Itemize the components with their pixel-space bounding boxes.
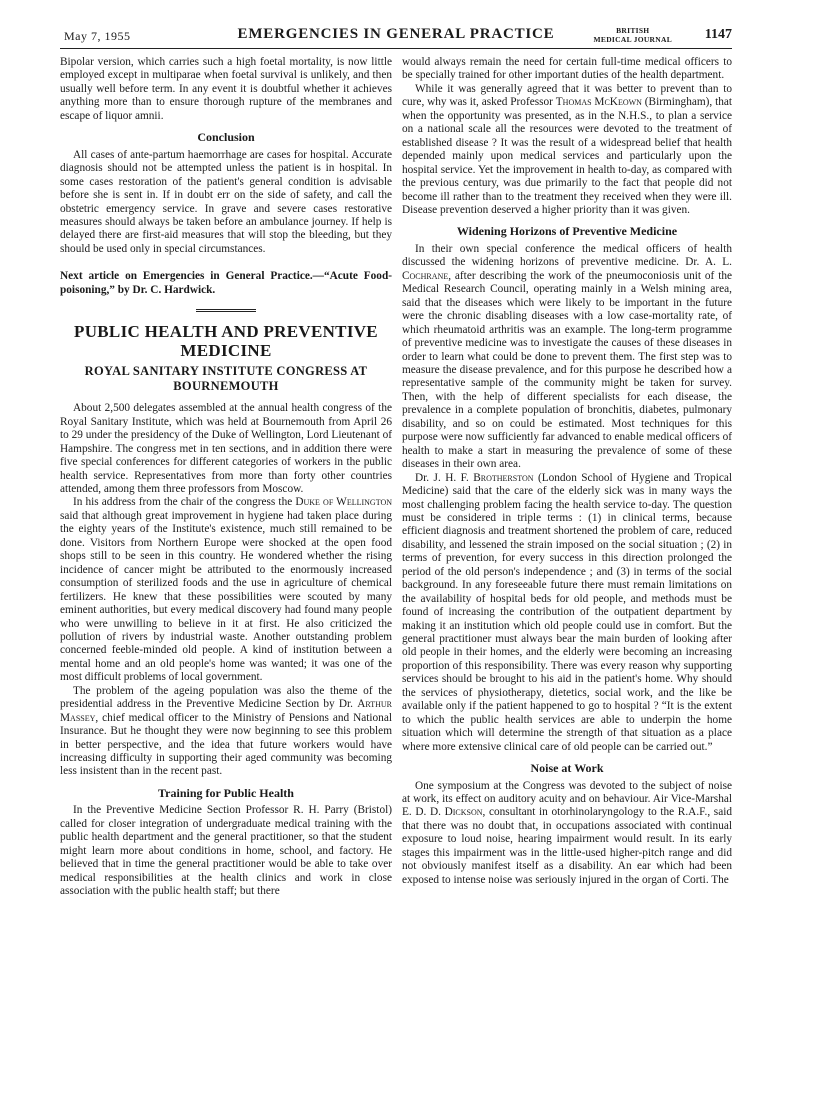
speaker-name: Arthur Massey — [60, 698, 392, 724]
header-rule — [60, 48, 732, 49]
speaker-name: Brotherston — [473, 471, 534, 484]
text-run: One symposium at the Congress was devoted to the subject of noise at work, its effect on auditory acuity and on behaviour. Air Vice-Marshal E. D. D. — [402, 779, 732, 819]
text-run: (Birmingham), that when the opportunity was presented, as in the N.H.S., to plan a service on a national scale all the resources were devoted to the treatment of established disease ? It was the result of a widespread belief that health depended mainly upon medical services and particularly upon the hospital service. Yet the improvement in health to-day, as compared with the previous century, was due primarily to the fact that people did not become ill rather than to the treatment they received when they were ill. Disease prevention deserved a higher priority than it was given. — [402, 96, 733, 216]
widening-paragraph-1 — [402, 243, 732, 472]
text-run: While it was generally agreed that it was better to prevent than to cure, why was it, asked Professor — [402, 82, 732, 109]
left-column — [60, 56, 392, 899]
congress-paragraph-2 — [60, 496, 392, 684]
section-title: PUBLIC HEALTH AND PREVENTIVE MEDICINE — [74, 322, 378, 361]
journal-name-line1: BRITISH — [616, 26, 650, 35]
section-subtitle: ROYAL SANITARY INSTITUTE CONGRESS AT BOURNEMOUTH — [84, 364, 368, 394]
text-run: In his address from the chair of the congress the — [73, 496, 296, 509]
text-run: , after describing the work of the pneumoconiosis unit of the Medical Research Council, operating mainly in a Welsh mining area, said that the diseases which were likely to be important in the future were the chronic disabling diseases with a low case-mortality rate, of which rheumatoid arthritis was an example. The long-term programme of preventive medicine was to investigate the causes of these diseases in order to learn what could be done to prevent them. The first step was to measure the disease prevalence, and for this purpose he described how a representative sample of the community might be taken for survey. Then, with the help of different specialists for each disease, the prevalence in a complete population of bronchitis, diabetes, pulmonary disability, and so on could be estimated. Most techniques for this purpose were now sufficiently far advanced to enable medical officers of health to make a start in measuring the prevalence of some of these diseases in their own area. — [402, 269, 732, 471]
speaker-name: Cochrane — [402, 269, 449, 282]
continued-paragraph: would always remain the need for certain full-time medical officers to be specially trained for other important duties of the health department. — [402, 56, 732, 82]
training-heading: Training for Public Health — [158, 785, 294, 800]
issue-date: May 7, 1955 — [64, 29, 131, 43]
text-run: Dr. J. H. F. — [415, 471, 474, 484]
text-run: (London School of Hygiene and Tropical Medicine) said that the care of the elderly sick was in many ways the most challenging problem facing the health service to-day. The question must be considered in triple terms : (1) in clinical terms, because efficient diagnosis and treatment shortened the problem of care, reduced disability, and lessened the strain imposed on the social situation ; (2) in terms of prevention, for every success in this direction prolonged the period of the old person's independence ; and (3) in terms of the social background. In any foreseeable future there must remain limitations on the availability of hospital beds for old people, and methods must be found of increasing the contribution of the outpatient department by making it an institution which old people could use in comfort. But the general practitioner must always bear the main burden of looking after old people in their homes, and the elderly were becoming an increasing proportion of this responsibility. There was every reason why supporting services should be brought to his aid in the patient's home. Why should the services of physiotherapy, dietetics, social work, and the like be available only if the patient happened to go to hospital ? “It is the extent to which the public health services are able to underpin the home situation which will determine the strength of that situation as a place where more extensive clinical care of old people can be carried out.” — [402, 471, 733, 753]
congress-paragraph-1: About 2,500 delegates assembled at the annual health congress of the Royal Sanitary Institute, which was held at Bournemouth from April 26 to 29 under the presidency of the Duke of Wellington, Lord Lieutenant of Hampshire. The congress met in ten sections, and in addition there were five special conferences for different categories of workers in the public health service. Representatives from more than forty other countries attended, among them three professors from Moscow. — [60, 402, 392, 495]
journal-name — [594, 26, 672, 44]
intro-paragraph: Bipolar version, which carries such a high foetal mortality, is now little employed except in multiparae when foetal survival is unlikely, and then usually well before term. In any event it is doubtful whether it achieves anything more than to ensure thorough rupture of the membranes and escape of liquor amnii. — [60, 56, 392, 122]
prevention-paragraph — [402, 83, 732, 218]
journal-name-line2: MEDICAL JOURNAL — [593, 35, 672, 44]
right-column — [402, 56, 732, 887]
text-run: , consultant in otorhinolaryngology to the R.A.F., said that there was no doubt that, in occupations associated with continual exposure to loud noise, hearing impairment would result. In its early stages this impairment was in the little-used higher-pitch range and did not obviously manifest itself as a disability. An ear which had been exposed to intense noise was seriously injured in the organ of Corti. The — [402, 806, 732, 886]
widening-horizons-heading: Widening Horizons of Preventive Medicine — [456, 224, 678, 239]
text-run: The problem of the ageing population was also the theme of the presidential address in the Preventive Medicine Section by Dr. — [60, 684, 392, 711]
running-header — [60, 26, 732, 48]
congress-paragraph-3 — [60, 685, 392, 779]
text-run: said that although great improvement in hygiene had taken place during the eighty years of the Institute's existence, much still remained to be done. Visitors from Northern Europe were shocked at the open food shops still to be seen in this country. He wondered whether the rising incidence of cancer might be attributed to the enormously increased consumption of sterilized foods and the use in agriculture of chemical fertilizers. He knew that these possibilities were scouted by many eminent authorities, but every medical discovery had found many people who were unwilling to believe in it at first. He also criticized the pollution of rivers by industrial waste. Another outstanding problem concerned feeble-minded old people. A kind of institution between a mental home and an old people's home was wanted; it was one of the most difficult problems of local government. — [60, 509, 392, 684]
noise-at-work-heading: Noise at Work — [530, 761, 604, 776]
next-article-note: Next article on Emergencies in General Practice.—“Acute Food-poisoning,” by Dr. C. Hardwick. — [60, 270, 392, 296]
text-run: In their own special conference the medical officers of health discussed the widening horizons of preventive medicine. Dr. A. L. — [402, 242, 732, 269]
running-title: EMERGENCIES IN GENERAL PRACTICE — [237, 26, 555, 42]
speaker-name: Dickson — [444, 806, 483, 819]
conclusion-heading: Conclusion — [197, 130, 255, 145]
noise-paragraph — [402, 780, 732, 888]
speaker-name: Thomas McKeown — [555, 96, 642, 109]
speaker-name: Duke of Wellington — [295, 496, 392, 509]
page-number: 1147 — [704, 27, 732, 42]
text-run: , chief medical officer to the Ministry of Pensions and National Insurance. But he thought they were now beginning to see this problem in better perspective, and the idea that future workers would have increasing difficulty in supporting their aged community was becoming less insistent than in the recent past. — [60, 711, 392, 778]
section-divider — [196, 309, 256, 312]
widening-paragraph-2 — [402, 472, 732, 755]
training-paragraph: In the Preventive Medicine Section Professor R. H. Parry (Bristol) called for closer integration of undergraduate medical training with the public health department and the general practitioner, so that the student might learn more about conditions in home, school, and factory. He believed that in time the general practitioner would be able to take over medical responsibilities at the health clinics and work in close association with the public health staff; but there — [60, 804, 392, 898]
conclusion-paragraph: All cases of ante-partum haemorrhage are cases for hospital. Accurate diagnosis should not be attempted unless the patient is in hospital. In some cases restoration of the patient's general condition is advisable before she is sent in. If in doubt err on the side of safety, and call the obstetric emergency service. In grave and severe cases restorative measures should always be taken before an ambulance journey. If help is delayed there are first-aid measures that will stop the bleeding, but they should be used only in special circumstances. — [60, 148, 392, 255]
